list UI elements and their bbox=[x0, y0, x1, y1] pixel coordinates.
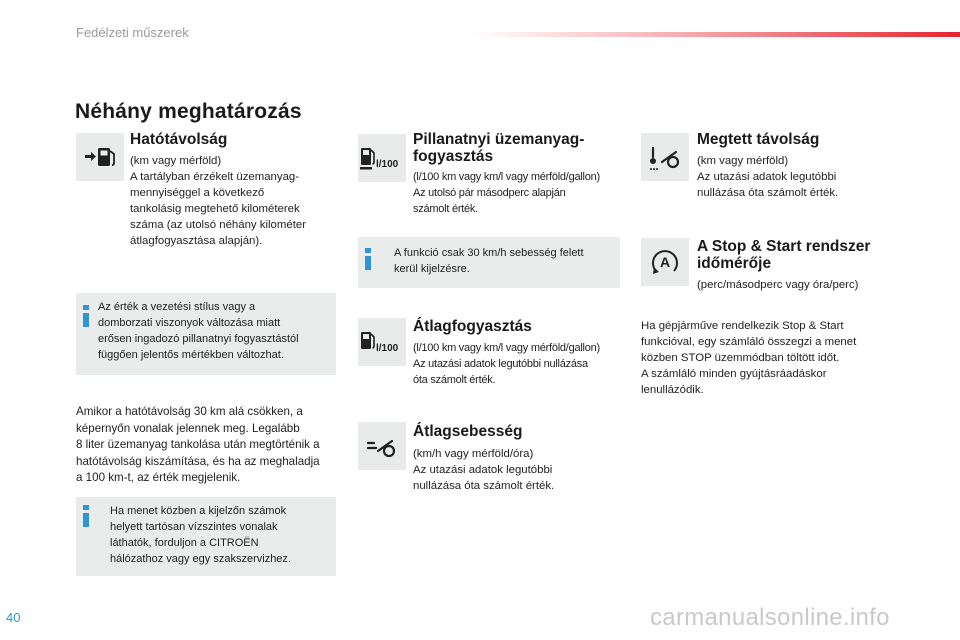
fuel-range-icon bbox=[76, 133, 124, 181]
stop-start-description: (perc/másodperc vagy óra/perc) bbox=[697, 279, 859, 291]
per-100-label: l/100 bbox=[376, 159, 399, 170]
chapter-title: Fedélzeti műszerek bbox=[76, 25, 189, 40]
dashes-info-box bbox=[76, 497, 336, 576]
instant-info-text: A funkció csak 30 km/h sebesség felett kerül kijelzésre. bbox=[394, 247, 584, 275]
range-info-text: Az érték a vezetési stílus vagy a domborzati viszonyok változása miatt erősen ingadozó pillanatnyi fogyasztástól függően jelentős mértékben változhat. bbox=[98, 301, 299, 361]
per-100-label: l/100 bbox=[376, 343, 399, 354]
average-speed-description: (km/h vagy mérföld/óra) Az utazási adatok legutóbbi nullázása óta számolt érték. bbox=[413, 448, 555, 492]
range-paragraph: Amikor a hatótávolság 30 km alá csökken, a képernyőn vonalak jelennek meg. Legalább 8 liter üzemanyag tankolása után megtörténik a hatótávolság kiszámítása, és ha az meghaladja a 100 km-t, az érték megjelenik. bbox=[76, 405, 320, 484]
watermark: carmanualsonline.info bbox=[650, 604, 890, 631]
range-description: (km vagy mérföld) A tartályban érzékelt üzemanyag- mennyiséggel a következő tankolásig megtehető kilométerek száma (az utolsó néhány kilométer átlagfogyasztása alapján). bbox=[130, 155, 307, 247]
stop-start-title: A Stop & Start rendszer időmérője bbox=[697, 238, 871, 272]
range-title: Hatótávolság bbox=[130, 131, 228, 148]
average-consumption-title: Átlagfogyasztás bbox=[413, 318, 532, 335]
stop-start-paragraph: Ha gépjárműve rendelkezik Stop & Start funkcióval, egy számláló összegzi a menet közben STOP üzemmódban töltött időt. A számláló minden gyújtásráadáskor lenullázódik. bbox=[641, 320, 857, 396]
average-speed-title: Átlagsebesség bbox=[413, 423, 523, 440]
instant-description: (l/100 km vagy km/l vagy mérföld/gallon) Az utolsó pár másodperc alapján számolt érték. bbox=[413, 171, 600, 215]
instant-title: Pillanatnyi üzemanyag- fogyasztás bbox=[413, 131, 585, 165]
range-info-box bbox=[76, 293, 336, 375]
header-accent-line bbox=[470, 32, 960, 37]
page-title: Néhány meghatározás bbox=[75, 100, 302, 123]
page-number: 40 bbox=[6, 610, 21, 625]
distance-travelled-icon bbox=[641, 133, 689, 181]
stop-start-icon bbox=[641, 238, 689, 286]
distance-title: Megtett távolság bbox=[697, 131, 820, 148]
average-speed-icon bbox=[358, 422, 406, 470]
average-consumption-description: (l/100 km vagy km/l vagy mérföld/gallon) Az utazási adatok legutóbbi nullázása óta számolt érték. bbox=[413, 342, 600, 386]
average-consumption-icon bbox=[358, 318, 406, 366]
dashes-info-text: Ha menet közben a kijelzőn számok helyett tartósan vízszintes vonalak láthatók, forduljon a CITROËN hálózathoz vagy egy szakszervizhez. bbox=[110, 505, 291, 565]
distance-description: (km vagy mérföld) Az utazási adatok legutóbbi nullázása óta számolt érték. bbox=[697, 155, 839, 199]
instant-info-box bbox=[358, 237, 620, 288]
instant-consumption-icon bbox=[358, 134, 406, 182]
stop-start-letter: A bbox=[659, 254, 671, 270]
